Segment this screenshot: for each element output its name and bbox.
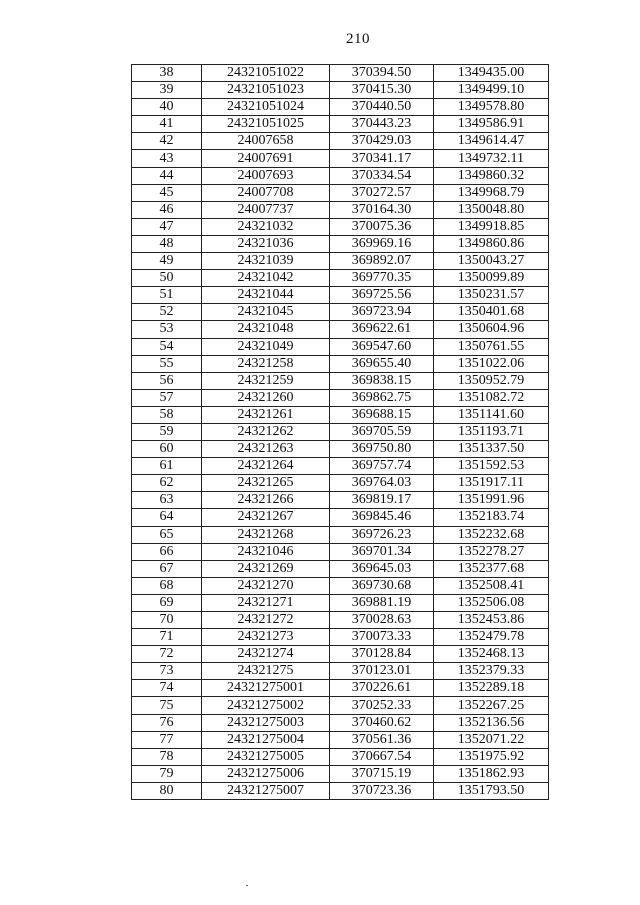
x-coordinate-cell: 369723.94 (330, 304, 434, 321)
point-number-cell: 61 (132, 458, 202, 475)
point-id-cell: 24321260 (202, 389, 330, 406)
point-id-cell: 24321258 (202, 355, 330, 372)
x-coordinate-cell: 370123.01 (330, 663, 434, 680)
table-body (132, 65, 549, 800)
point-id-cell: 24321273 (202, 629, 330, 646)
y-coordinate-cell: 1350401.68 (434, 304, 549, 321)
table-row (132, 65, 549, 82)
x-coordinate-cell: 369688.15 (330, 406, 434, 423)
point-id-cell: 24321267 (202, 509, 330, 526)
table-row (132, 526, 549, 543)
point-id-cell: 24321262 (202, 423, 330, 440)
table-row (132, 441, 549, 458)
table-row (132, 150, 549, 167)
point-id-cell: 24321032 (202, 218, 330, 235)
point-number-cell: 69 (132, 594, 202, 611)
point-number-cell: 46 (132, 201, 202, 218)
y-coordinate-cell: 1351592.53 (434, 458, 549, 475)
y-coordinate-cell: 1352379.33 (434, 663, 549, 680)
y-coordinate-cell: 1350604.96 (434, 321, 549, 338)
footer-mark (246, 885, 248, 886)
y-coordinate-cell: 1352232.68 (434, 526, 549, 543)
point-number-cell: 62 (132, 475, 202, 492)
table-row (132, 355, 549, 372)
table-row (132, 423, 549, 440)
point-number-cell: 39 (132, 82, 202, 99)
point-id-cell: 24007658 (202, 133, 330, 150)
point-id-cell: 24321042 (202, 270, 330, 287)
x-coordinate-cell: 370443.23 (330, 116, 434, 133)
point-id-cell: 24321051022 (202, 65, 330, 82)
y-coordinate-cell: 1352468.13 (434, 646, 549, 663)
table-row (132, 406, 549, 423)
x-coordinate-cell: 370272.57 (330, 184, 434, 201)
y-coordinate-cell: 1352506.08 (434, 594, 549, 611)
x-coordinate-cell: 369770.35 (330, 270, 434, 287)
point-number-cell: 49 (132, 253, 202, 270)
table-row (132, 82, 549, 99)
x-coordinate-cell: 370440.50 (330, 99, 434, 116)
x-coordinate-cell: 369845.46 (330, 509, 434, 526)
point-id-cell: 24321275004 (202, 731, 330, 748)
point-id-cell: 24321275002 (202, 697, 330, 714)
y-coordinate-cell: 1349860.32 (434, 167, 549, 184)
point-number-cell: 77 (132, 731, 202, 748)
x-coordinate-cell: 369862.75 (330, 389, 434, 406)
x-coordinate-cell: 370128.84 (330, 646, 434, 663)
table-row (132, 99, 549, 116)
y-coordinate-cell: 1349732.11 (434, 150, 549, 167)
x-coordinate-cell: 370028.63 (330, 612, 434, 629)
point-id-cell: 24321269 (202, 560, 330, 577)
y-coordinate-cell: 1349918.85 (434, 218, 549, 235)
table-row (132, 458, 549, 475)
point-number-cell: 43 (132, 150, 202, 167)
y-coordinate-cell: 1349578.80 (434, 99, 549, 116)
table-row (132, 646, 549, 663)
x-coordinate-cell: 369655.40 (330, 355, 434, 372)
point-id-cell: 24321046 (202, 543, 330, 560)
table-row (132, 612, 549, 629)
y-coordinate-cell: 1350952.79 (434, 372, 549, 389)
point-number-cell: 59 (132, 423, 202, 440)
y-coordinate-cell: 1350048.80 (434, 201, 549, 218)
point-number-cell: 45 (132, 184, 202, 201)
table-row (132, 475, 549, 492)
table-row (132, 782, 549, 799)
point-id-cell: 24321266 (202, 492, 330, 509)
y-coordinate-cell: 1351022.06 (434, 355, 549, 372)
y-coordinate-cell: 1352479.78 (434, 629, 549, 646)
x-coordinate-cell: 370394.50 (330, 65, 434, 82)
point-number-cell: 50 (132, 270, 202, 287)
point-number-cell: 74 (132, 680, 202, 697)
y-coordinate-cell: 1352183.74 (434, 509, 549, 526)
x-coordinate-cell: 370164.30 (330, 201, 434, 218)
x-coordinate-cell: 369750.80 (330, 441, 434, 458)
point-number-cell: 58 (132, 406, 202, 423)
table-row (132, 253, 549, 270)
y-coordinate-cell: 1352453.86 (434, 612, 549, 629)
y-coordinate-cell: 1350231.57 (434, 287, 549, 304)
y-coordinate-cell: 1351193.71 (434, 423, 549, 440)
point-id-cell: 24321275006 (202, 765, 330, 782)
x-coordinate-cell: 370561.36 (330, 731, 434, 748)
table-row (132, 218, 549, 235)
y-coordinate-cell: 1349968.79 (434, 184, 549, 201)
point-number-cell: 38 (132, 65, 202, 82)
page-number: 210 (346, 31, 370, 47)
point-id-cell: 24321263 (202, 441, 330, 458)
point-id-cell: 24321259 (202, 372, 330, 389)
x-coordinate-cell: 370429.03 (330, 133, 434, 150)
x-coordinate-cell: 369757.74 (330, 458, 434, 475)
y-coordinate-cell: 1351862.93 (434, 765, 549, 782)
point-number-cell: 42 (132, 133, 202, 150)
y-coordinate-cell: 1352267.25 (434, 697, 549, 714)
point-id-cell: 24321048 (202, 321, 330, 338)
point-number-cell: 41 (132, 116, 202, 133)
y-coordinate-cell: 1351141.60 (434, 406, 549, 423)
x-coordinate-cell: 369705.59 (330, 423, 434, 440)
table-row (132, 680, 549, 697)
y-coordinate-cell: 1351917.11 (434, 475, 549, 492)
y-coordinate-cell: 1352377.68 (434, 560, 549, 577)
point-id-cell: 24321036 (202, 235, 330, 252)
point-number-cell: 47 (132, 218, 202, 235)
point-number-cell: 68 (132, 577, 202, 594)
y-coordinate-cell: 1350043.27 (434, 253, 549, 270)
table-row (132, 133, 549, 150)
point-number-cell: 63 (132, 492, 202, 509)
point-id-cell: 24321049 (202, 338, 330, 355)
point-id-cell: 24321051023 (202, 82, 330, 99)
y-coordinate-cell: 1352508.41 (434, 577, 549, 594)
point-number-cell: 70 (132, 612, 202, 629)
table-row (132, 663, 549, 680)
point-number-cell: 53 (132, 321, 202, 338)
x-coordinate-cell: 369969.16 (330, 235, 434, 252)
point-number-cell: 80 (132, 782, 202, 799)
y-coordinate-cell: 1349614.47 (434, 133, 549, 150)
point-number-cell: 51 (132, 287, 202, 304)
x-coordinate-cell: 370334.54 (330, 167, 434, 184)
table-row (132, 765, 549, 782)
point-id-cell: 24321275005 (202, 748, 330, 765)
table-row (132, 543, 549, 560)
x-coordinate-cell: 370723.36 (330, 782, 434, 799)
point-id-cell: 24321268 (202, 526, 330, 543)
x-coordinate-cell: 369838.15 (330, 372, 434, 389)
point-id-cell: 24321271 (202, 594, 330, 611)
point-id-cell: 24321270 (202, 577, 330, 594)
point-id-cell: 24321274 (202, 646, 330, 663)
point-number-cell: 48 (132, 235, 202, 252)
point-id-cell: 24321275007 (202, 782, 330, 799)
x-coordinate-cell: 369547.60 (330, 338, 434, 355)
y-coordinate-cell: 1351337.50 (434, 441, 549, 458)
table-row (132, 748, 549, 765)
table-row (132, 492, 549, 509)
point-number-cell: 40 (132, 99, 202, 116)
point-number-cell: 76 (132, 714, 202, 731)
table-row (132, 731, 549, 748)
point-number-cell: 65 (132, 526, 202, 543)
point-id-cell: 24321272 (202, 612, 330, 629)
table-row (132, 184, 549, 201)
point-number-cell: 72 (132, 646, 202, 663)
point-number-cell: 44 (132, 167, 202, 184)
x-coordinate-cell: 369819.17 (330, 492, 434, 509)
x-coordinate-cell: 370226.61 (330, 680, 434, 697)
table-row (132, 372, 549, 389)
table-row (132, 270, 549, 287)
y-coordinate-cell: 1349499.10 (434, 82, 549, 99)
x-coordinate-cell: 370667.54 (330, 748, 434, 765)
point-id-cell: 24007737 (202, 201, 330, 218)
point-id-cell: 24321261 (202, 406, 330, 423)
table-row (132, 116, 549, 133)
point-number-cell: 52 (132, 304, 202, 321)
point-number-cell: 71 (132, 629, 202, 646)
table-row (132, 338, 549, 355)
x-coordinate-cell: 370415.30 (330, 82, 434, 99)
table-row (132, 167, 549, 184)
point-id-cell: 24321051025 (202, 116, 330, 133)
point-number-cell: 66 (132, 543, 202, 560)
point-id-cell: 24321045 (202, 304, 330, 321)
y-coordinate-cell: 1349586.91 (434, 116, 549, 133)
x-coordinate-cell: 370715.19 (330, 765, 434, 782)
point-id-cell: 24321275001 (202, 680, 330, 697)
point-id-cell: 24007691 (202, 150, 330, 167)
x-coordinate-cell: 369645.03 (330, 560, 434, 577)
y-coordinate-cell: 1349435.00 (434, 65, 549, 82)
point-id-cell: 24321044 (202, 287, 330, 304)
point-number-cell: 56 (132, 372, 202, 389)
x-coordinate-cell: 370075.36 (330, 218, 434, 235)
table-row (132, 235, 549, 252)
table-row (132, 697, 549, 714)
x-coordinate-cell: 369726.23 (330, 526, 434, 543)
table-row (132, 577, 549, 594)
point-id-cell: 24321039 (202, 253, 330, 270)
point-number-cell: 78 (132, 748, 202, 765)
point-number-cell: 64 (132, 509, 202, 526)
table-row (132, 304, 549, 321)
table-row (132, 509, 549, 526)
point-number-cell: 60 (132, 441, 202, 458)
x-coordinate-cell: 370252.33 (330, 697, 434, 714)
table-row (132, 201, 549, 218)
point-number-cell: 75 (132, 697, 202, 714)
x-coordinate-cell: 369622.61 (330, 321, 434, 338)
point-number-cell: 55 (132, 355, 202, 372)
point-id-cell: 24321264 (202, 458, 330, 475)
x-coordinate-cell: 370073.33 (330, 629, 434, 646)
x-coordinate-cell: 369701.34 (330, 543, 434, 560)
point-number-cell: 57 (132, 389, 202, 406)
point-number-cell: 79 (132, 765, 202, 782)
table-row (132, 321, 549, 338)
y-coordinate-cell: 1352071.22 (434, 731, 549, 748)
table-row (132, 629, 549, 646)
y-coordinate-cell: 1352136.56 (434, 714, 549, 731)
x-coordinate-cell: 369764.03 (330, 475, 434, 492)
y-coordinate-cell: 1351082.72 (434, 389, 549, 406)
point-number-cell: 54 (132, 338, 202, 355)
point-id-cell: 24321275003 (202, 714, 330, 731)
y-coordinate-cell: 1349860.86 (434, 235, 549, 252)
x-coordinate-cell: 370341.17 (330, 150, 434, 167)
x-coordinate-cell: 369892.07 (330, 253, 434, 270)
point-number-cell: 67 (132, 560, 202, 577)
point-id-cell: 24007708 (202, 184, 330, 201)
point-id-cell: 24321265 (202, 475, 330, 492)
x-coordinate-cell: 369881.19 (330, 594, 434, 611)
point-id-cell: 24321051024 (202, 99, 330, 116)
y-coordinate-cell: 1350099.89 (434, 270, 549, 287)
table-row (132, 389, 549, 406)
x-coordinate-cell: 369725.56 (330, 287, 434, 304)
x-coordinate-cell: 369730.68 (330, 577, 434, 594)
point-number-cell: 73 (132, 663, 202, 680)
coordinates-table (131, 64, 549, 800)
y-coordinate-cell: 1350761.55 (434, 338, 549, 355)
table-row (132, 594, 549, 611)
y-coordinate-cell: 1352289.18 (434, 680, 549, 697)
table-row (132, 287, 549, 304)
y-coordinate-cell: 1352278.27 (434, 543, 549, 560)
y-coordinate-cell: 1351793.50 (434, 782, 549, 799)
table-row (132, 560, 549, 577)
table-row (132, 714, 549, 731)
x-coordinate-cell: 370460.62 (330, 714, 434, 731)
point-id-cell: 24007693 (202, 167, 330, 184)
point-id-cell: 24321275 (202, 663, 330, 680)
y-coordinate-cell: 1351975.92 (434, 748, 549, 765)
y-coordinate-cell: 1351991.96 (434, 492, 549, 509)
